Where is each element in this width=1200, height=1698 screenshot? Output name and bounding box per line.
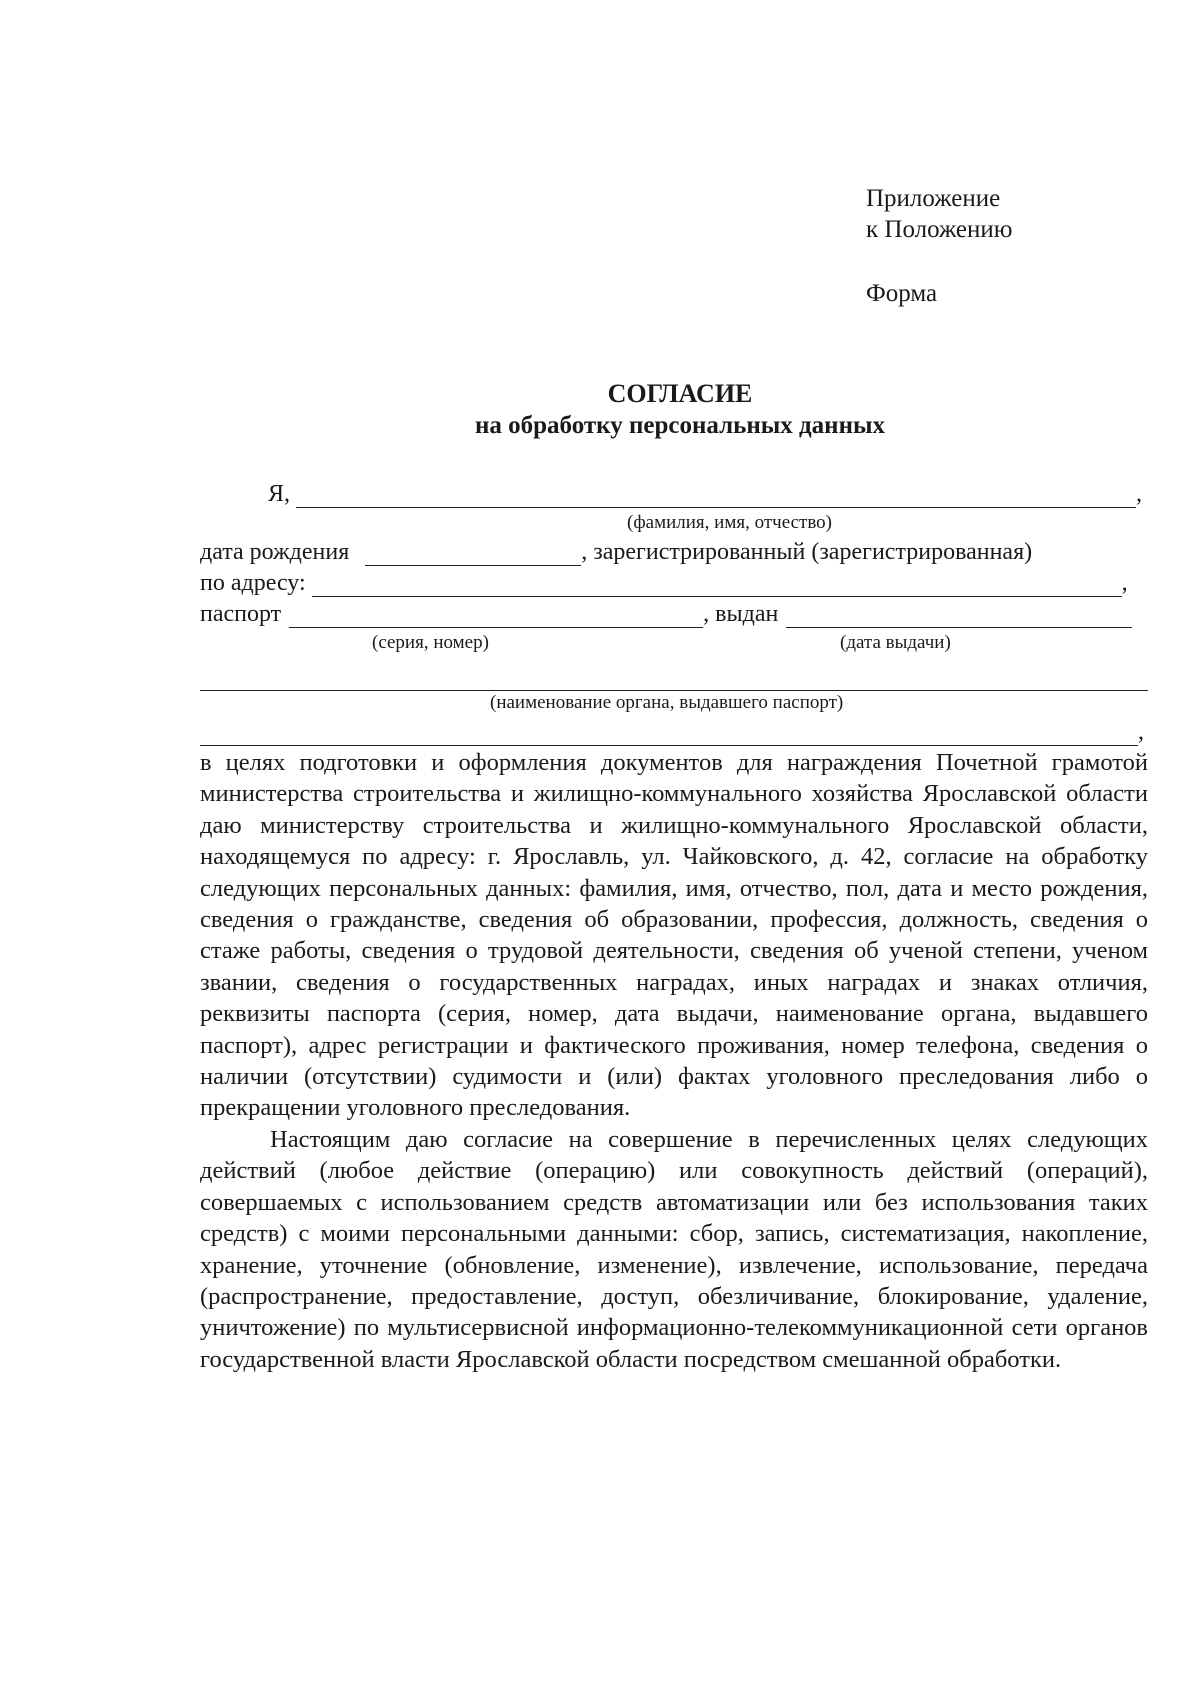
fio-caption: (фамилия, имя, отчество) [627, 512, 833, 533]
attachment-note [866, 183, 1012, 309]
address-field[interactable] [312, 572, 1122, 597]
issue-date-field[interactable] [786, 603, 1132, 628]
fio-field[interactable] [296, 483, 1136, 508]
consent-text [200, 747, 1148, 1375]
series-caption: (серия, номер) [372, 632, 489, 653]
consent-paragraph-2: Настоящим даю согласие на совершение в перечисленных целях следующих действий (любое действие (операцию) или совокупность действий (операций), совершаемых с использованием средств автоматизации или без использования таких средств) с моими персональными данными: сбор, запись, систематизация, накопление, хранение, уточнение (обновление, изменение), извлечение, использование, передача (распространение, предоставление, доступ, обезличивание, блокирование, удаление, уничтожение) по мультисервисной информационно-телекоммуникационной сети органов государственной власти Ярославской области посредством смешанной обработки. [200, 1125, 1148, 1373]
birth-date-field[interactable] [365, 541, 581, 566]
consent-paragraph-1: в целях подготовки и оформления документов для награждения Почетной грамотой министерства строительства и жилищно-коммунального хозяйства Ярославской области даю министерству строительства и жилищно-коммунального Ярославской области, находящемуся по адресу: г. Ярославль, ул. Чайковского, д. 42, согласие на обработку следующих персональных данных: фамилия, имя, отчество, пол, дата и место рождения, сведения о гражданстве, сведения об образовании, профессия, должность, сведения о стаже работы, сведения о трудовой деятельности, сведения об ученой степени, ученом звании, сведения о государственных наградах, иных наградах и знаках отличия, реквизиты паспорта (серия, номер, дата выдачи, наименование органа, выдавшего паспорт), адрес регистрации и фактического проживания, номер телефона, сведения о наличии (отсутствии) судимости и (или) фактах уголовного преследования либо о прекращении уголовного преследования. [200, 749, 1148, 1122]
title-main: СОГЛАСИЕ [607, 379, 753, 408]
attachment-line-2: к Положению [866, 216, 1013, 243]
address-label: по адресу: [200, 570, 306, 596]
issue-date-caption: (дата выдачи) [840, 632, 951, 653]
issued-label: , выдан [703, 601, 779, 627]
form-label: Форма [866, 280, 938, 307]
address-comma: , [1121, 570, 1128, 596]
fio-row [200, 476, 1148, 508]
passport-label: паспорт [200, 601, 282, 627]
document-title [0, 378, 1200, 442]
authority-row-2 [200, 714, 1148, 746]
authority-field[interactable] [200, 666, 1148, 691]
authority-row [200, 659, 1148, 691]
passport-row [200, 596, 1148, 628]
registered-label: , зарегистрированный (зарегистрированная) [581, 539, 1033, 565]
authority-comma: , [1138, 719, 1144, 745]
authority-caption: (наименование органа, выдавшего паспорт) [490, 692, 844, 713]
title-sub: на обработку персональных данных [475, 412, 885, 439]
ya-label: Я, [268, 481, 291, 507]
authority-field-2[interactable] [200, 721, 1138, 746]
birth-row [200, 534, 1148, 566]
birth-label: дата рождения [200, 539, 350, 565]
attachment-line-1: Приложение [866, 185, 1001, 212]
passport-series-field[interactable] [289, 603, 703, 628]
fio-comma: , [1136, 481, 1143, 507]
address-row [200, 565, 1148, 597]
